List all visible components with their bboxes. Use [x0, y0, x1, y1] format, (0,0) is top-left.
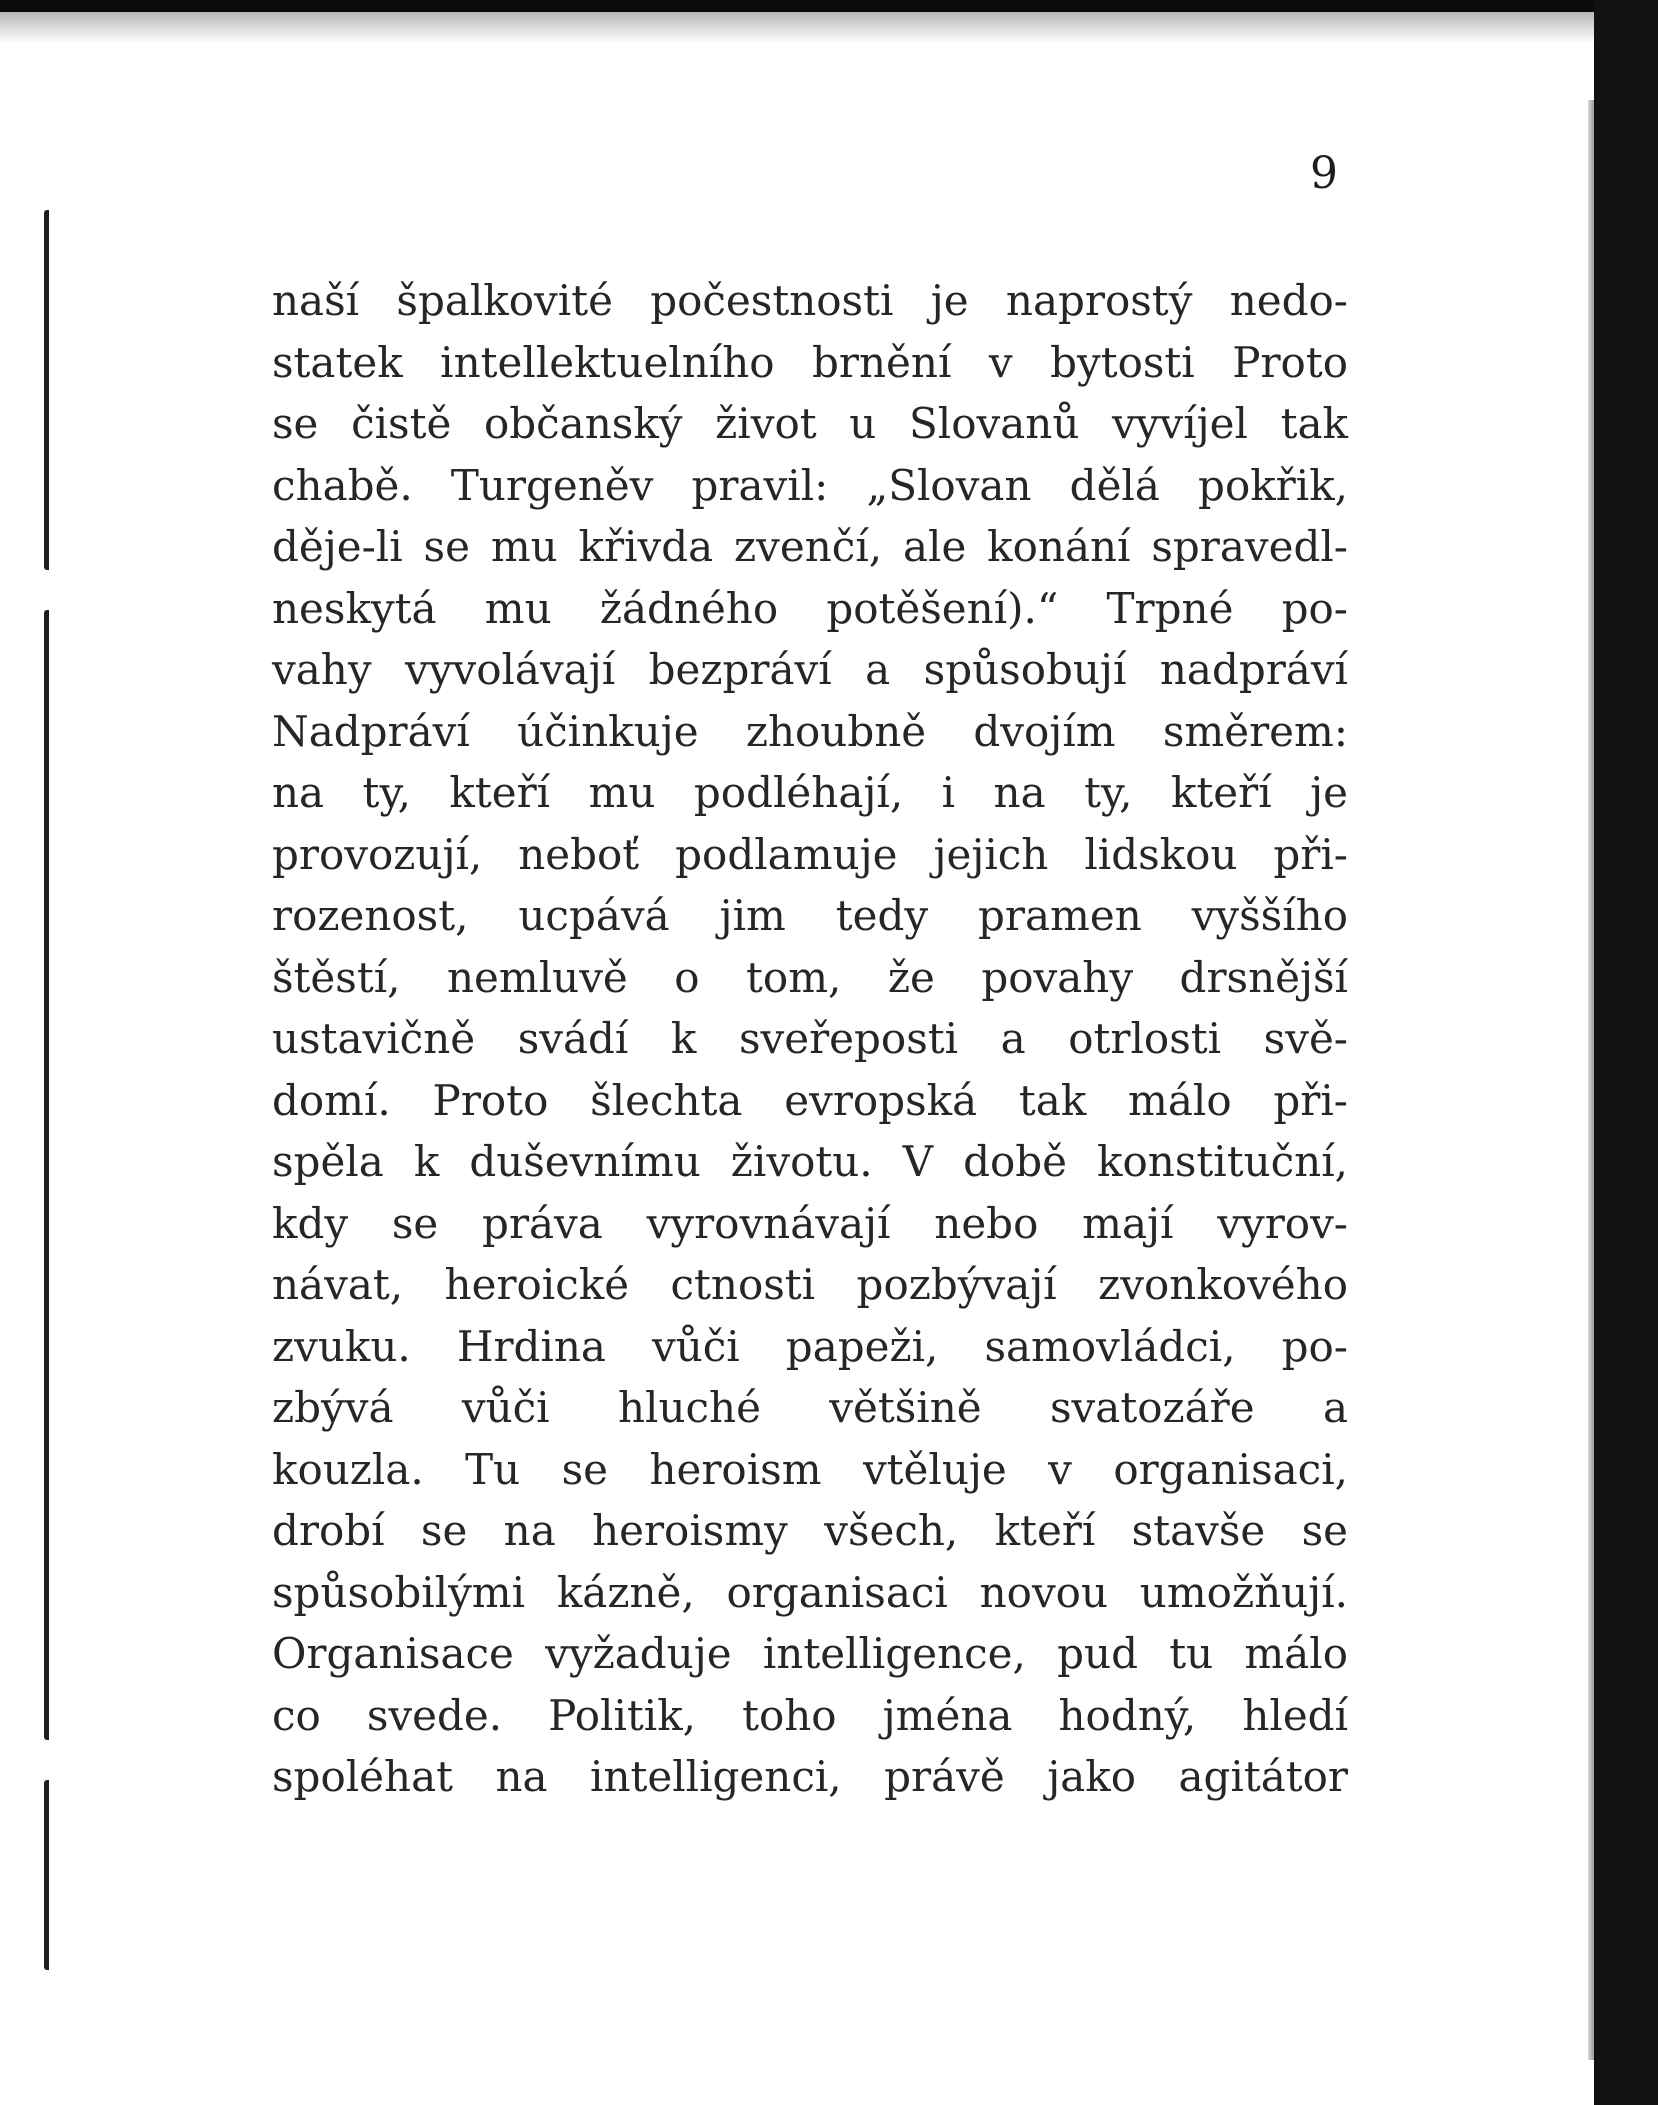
text-line: naší špalkovité počestnosti je naprostý nedo-: [272, 276, 1348, 325]
text-line: Nadpráví účinkuje zhoubně dvojím směrem:: [272, 706, 1348, 756]
text-line: spůsobilými kázně, organisaci novou umožňují.: [272, 1567, 1348, 1617]
text-line: neskytá mu žádného potěšení).“ Trpné po-: [272, 583, 1348, 633]
binding-thread-segment: [44, 610, 61, 1740]
text-line: na ty, kteří mu podléhají, i na ty, kteří je: [272, 768, 1348, 817]
text-line: drobí se na heroismy všech, kteří stavše se: [272, 1506, 1348, 1555]
text-line: vahy vyvolávají bezpráví a spůsobují nadpráví: [272, 645, 1348, 694]
text-line: ustavičně svádí k sveřeposti a otrlosti svě-: [272, 1014, 1348, 1063]
page-number: 9: [1310, 148, 1338, 199]
text-line: zbývá vůči hluché většině svatozáře a: [272, 1383, 1348, 1432]
text-line: spoléhat na intelligenci, právě jako agitátor: [272, 1752, 1348, 1801]
text-line: návat, heroické ctnosti pozbývají zvonkového: [272, 1260, 1348, 1309]
text-line: kouzla. Tu se heroism vtěluje v organisaci,: [272, 1444, 1348, 1494]
top-edge-shadow: [0, 12, 1594, 44]
text-line: domí. Proto šlechta evropská tak málo při-: [272, 1075, 1348, 1125]
text-line: děje-li se mu křivda zvenčí, ale konání spravedl-: [272, 522, 1348, 571]
text-line: co svede. Politik, toho jména hodný, hledí: [272, 1690, 1348, 1740]
binding-thread: [44, 210, 70, 1970]
text-line: provozují, neboť podlamuje jejich lidskou při-: [272, 829, 1348, 879]
text-line: rozenost, ucpává jim tedy pramen vyššího: [272, 891, 1348, 940]
body-text: [272, 270, 1348, 1808]
text-line: zvuku. Hrdina vůči papeži, samovládci, po-: [272, 1321, 1348, 1371]
binding-thread-segment: [44, 1780, 61, 1970]
binding-thread-segment: [44, 210, 61, 570]
text-line: statek intellektuelního brnění v bytosti Proto: [272, 337, 1348, 387]
text-line: chabě. Turgeněv pravil: „Slovan dělá pokřik,: [272, 460, 1348, 510]
text-line: Organisace vyžaduje intelligence, pud tu málo: [272, 1629, 1348, 1678]
text-line: se čistě občanský život u Slovanů vyvíjel tak: [272, 399, 1348, 448]
text-line: spěla k duševnímu životu. V době konstituční,: [272, 1137, 1348, 1186]
text-line: kdy se práva vyrovnávají nebo mají vyrov-: [272, 1198, 1348, 1248]
text-line: štěstí, nemluvě o tom, že povahy drsnější: [272, 952, 1348, 1002]
scanner-background-right: [1594, 0, 1658, 2105]
